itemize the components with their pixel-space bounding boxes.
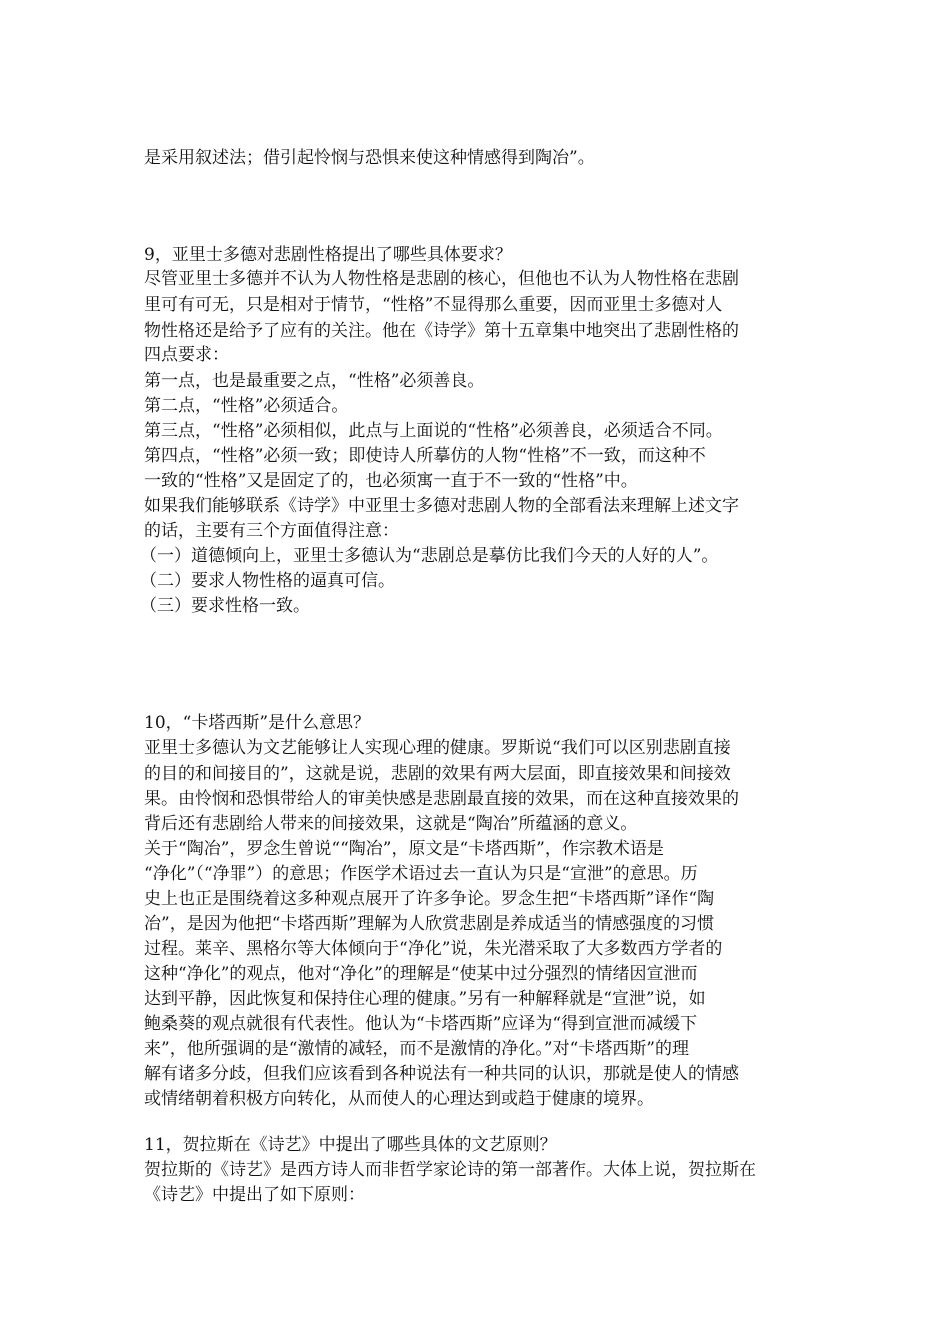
q11-paragraph-line: 贺拉斯的《诗艺》是西方诗人而非哲学家论诗的第一部著作。大体上说，贺拉斯在 bbox=[144, 1160, 756, 1180]
q10-paragraph-line: 过程。莱辛、黑格尔等大体倾向于“净化”说，朱光潜采取了大多数西方学者的 bbox=[144, 939, 723, 959]
q9-point-3: 第三点，“性格”必须相似，此点与上面说的“性格”必须善良，必须适合不同。 bbox=[144, 421, 723, 441]
q9-paragraph-line: 四点要求： bbox=[144, 345, 229, 365]
q9-paragraph-line: 物性格还是给予了应有的关注。他在《诗学》第十五章集中地突出了悲剧性格的 bbox=[144, 321, 739, 341]
q9-aspect-2: （二）要求人物性格的逼真可信。 bbox=[140, 571, 395, 591]
q11-paragraph-line: 《诗艺》中提出了如下原则： bbox=[144, 1185, 365, 1205]
q10-paragraph-line: 来”，他所强调的是“激情的减轻，而不是激情的净化。”对“卡塔西斯”的理 bbox=[144, 1039, 689, 1059]
question-11-heading: 11，贺拉斯在《诗艺》中提出了哪些具体的文艺原则？ bbox=[144, 1135, 557, 1155]
q9-paragraph-line: 尽管亚里士多德并不认为人物性格是悲剧的核心，但他也不认为人物性格在悲剧 bbox=[144, 269, 739, 289]
q9-point-4: 第四点，“性格”必须一致；即使诗人所摹仿的人物“性格”不一致，而这种不 bbox=[144, 446, 706, 466]
q9-paragraph-line: 的话，主要有三个方面值得注意： bbox=[144, 521, 399, 541]
q9-aspect-1: （一）道德倾向上，亚里士多德认为“悲剧总是摹仿比我们今天的人好的人”。 bbox=[140, 546, 719, 566]
question-10-heading: 10，“卡塔西斯”是什么意思？ bbox=[144, 713, 371, 733]
q9-paragraph-line: 里可有可无，只是相对于情节，“性格”不显得那么重要，因而亚里士多德对人 bbox=[144, 295, 723, 315]
q10-paragraph-line: 冶”，是因为他把“卡塔西斯”理解为人欣赏悲剧是养成适当的情感强度的习惯 bbox=[144, 914, 715, 934]
q9-point-2: 第二点，“性格”必须适合。 bbox=[144, 396, 349, 416]
q9-paragraph-line: 如果我们能够联系《诗学》中亚里士多德对悲剧人物的全部看法来理解上述文字 bbox=[144, 496, 739, 516]
q10-paragraph-line: 或情绪朝着积极方向转化，从而使人的心理达到或趋于健康的境界。 bbox=[144, 1089, 654, 1109]
q9-aspect-3: （三）要求性格一致。 bbox=[140, 596, 310, 616]
q10-paragraph-line: 关于“陶冶”，罗念生曾说““陶冶”，原文是“卡塔西斯”，作宗教术语是 bbox=[144, 839, 664, 859]
q9-point-1: 第一点，也是最重要之点，“性格”必须善良。 bbox=[144, 371, 485, 391]
q10-paragraph-line: 这种“净化”的观点，他对“净化”的理解是“使某中过分强烈的情绪因宣泄而 bbox=[144, 964, 698, 984]
q10-paragraph-line: 史上也正是围绕着这多种观点展开了许多争论。罗念生把“卡塔西斯”译作“陶 bbox=[144, 889, 715, 909]
q10-paragraph-line: “净化”（“净罪”）的意思；作医学术语过去一直认为只是“宣泄”的意思。历 bbox=[144, 864, 698, 884]
intro-line: 是采用叙述法；借引起怜悯与恐惧来使这种情感得到陶冶”。 bbox=[144, 148, 595, 168]
question-9-heading: 9，亚里士多德对悲剧性格提出了哪些具体要求？ bbox=[144, 245, 512, 265]
q10-paragraph-line: 果。由怜悯和恐惧带给人的审美快感是悲剧最直接的效果，而在这种直接效果的 bbox=[144, 789, 739, 809]
q10-paragraph-line: 鲍桑葵的观点就很有代表性。他认为“卡塔西斯”应译为“得到宣泄而减缓下 bbox=[144, 1014, 698, 1034]
q9-point-4-cont: 一致的“性格”又是固定了的，也必须寓一直于不一致的“性格”中。 bbox=[144, 471, 638, 491]
q10-paragraph-line: 的目的和间接目的”，这就是说，悲剧的效果有两大层面，即直接效果和间接效 bbox=[144, 764, 731, 784]
q10-paragraph-line: 背后还有悲剧给人带来的间接效果，这就是“陶冶”所蕴涵的意义。 bbox=[144, 814, 638, 834]
q10-paragraph-line: 解有诸多分歧，但我们应该看到各种说法有一种共同的认识，那就是使人的情感 bbox=[144, 1064, 739, 1084]
q10-paragraph-line: 达到平静，因此恢复和保持住心理的健康。”另有一种解释就是“宣泄”说，如 bbox=[144, 989, 706, 1009]
q10-paragraph-line: 亚里士多德认为文艺能够让人实现心理的健康。罗斯说“我们可以区别悲剧直接 bbox=[144, 738, 731, 758]
